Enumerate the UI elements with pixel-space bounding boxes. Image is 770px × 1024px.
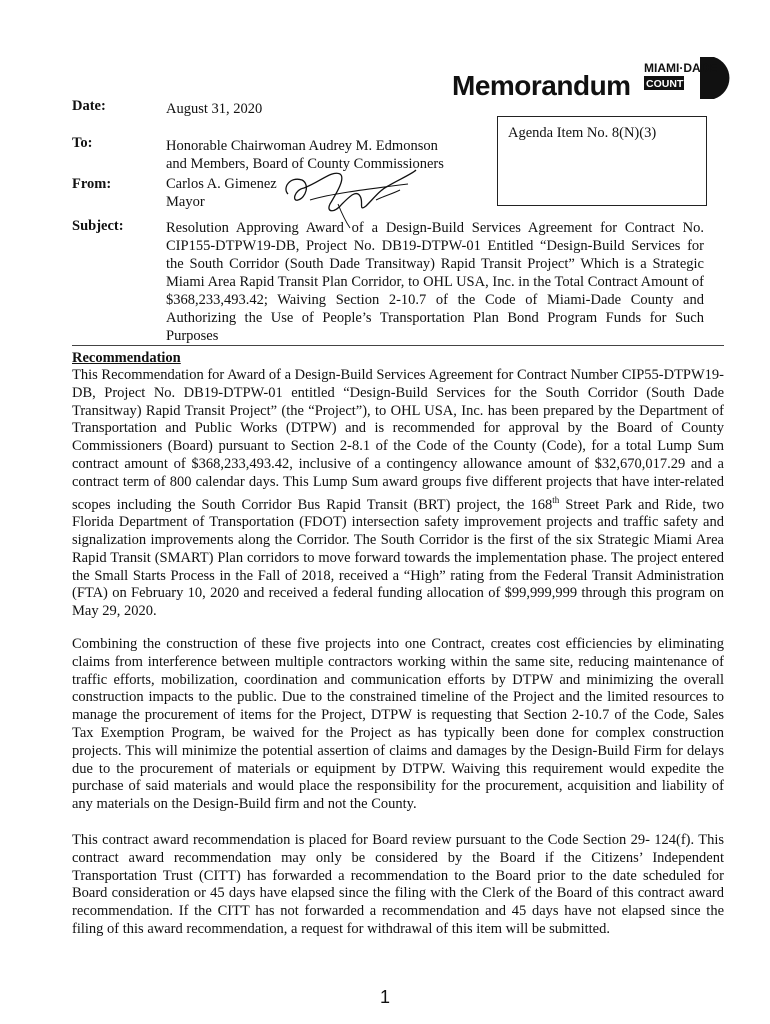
svg-text:MIAMI·DADE: MIAMI·DADE	[644, 61, 718, 75]
recommendation-paragraph-1	[72, 367, 724, 621]
from-value	[166, 175, 277, 211]
date-label: Date:	[72, 98, 106, 114]
page-number: 1	[379, 987, 390, 1007]
to-label: To:	[72, 135, 93, 151]
from-line-1: Carlos A. Gimenez	[166, 176, 277, 192]
paragraph-1-superscript: th	[552, 494, 560, 505]
memo-title: Memorandum	[452, 70, 631, 101]
paragraph-1-part-a: This Recommendation for Award of a Design-Build Services Agreement for Contract Number CIP55-DTPW19-DB, Project No. DB19-DTPW-01 entitled “Design-Build Services for the South Corridor (South Dade Transitway) Rapid Transit Project” (the “Project”), to OHL USA, Inc. has been prepared by the Department of Transportation and Public Works (DTPW) and is recommended for approval by the Board of County Commissioners (Board) pursuant to Section 2-8.1 of the Code of the County (Code), for a total Lump Sum contract amount of $368,233,493.42, inclusive of a contingency allowance amount of $32,670,017.29 and a contract term of 800 calendar days. This Lump Sum award groups five different projects that have inter-related scopes including the South Corridor Bus Rapid Transit (BRT) project, the 168	[72, 367, 724, 513]
from-line-2: Mayor	[166, 194, 205, 210]
subject-text: Resolution Approving Award of a Design-Build Services Agreement for Contract No. CIP155-DTPW19-DB, Project No. DB19-DTPW-01 Entitled “Design-Build Services for the South Corridor (South Dade Transitway) Rapid Transit Project” Which is a Strategic Miami Area Rapid Transit Plan Corridor, to OHL USA, Inc. in the Total Contract Amount of $368,233,493.42; Waiving Section 2-10.7 of the Code of Miami-Dade County and Authorizing the Use of People’s Transportation Plan Bond Program Funds for Such Purposes	[166, 220, 704, 344]
to-line-1: Honorable Chairwoman Audrey M. Edmonson	[166, 138, 438, 154]
recommendation-paragraph-2: Combining the construction of these five projects into one Contract, creates cost efficiencies by eliminating claims from interference between multiple contractors working within the same site, reducing maintenance of traffic efforts, mobilization, coordination and communication efforts by DTPW and minimizing the overall construction impacts to the public. Due to the constrained timeline of the Project and the limited resources to manage the procurement of items for the Project, DTPW is requesting that Section 2-10.7 of the Code, Sales Tax Exemption Program, be waived for the Project as has typically been done for complex construction projects. This will minimize the potential assertion of claims and damages by the Design-Build Firm for delays due to the procurement of materials or equipment by DTPW. Waiving this requirement would expedite the purchase of said materials and would place the responsibility for the procurement, acquisition and liability of any materials on the Design-Build firm and not the County.	[72, 636, 724, 813]
agenda-item-text: Agenda Item No. 8(N)(3)	[508, 125, 657, 141]
paragraph-1-part-b: Street Park and Ride, two Florida Department of Transportation (FDOT) intersection safety improvement projects and traffic safety and signalization improvements along the Corridor. The South Corridor is the first of the six Strategic Miami Area Rapid Transit (SMART) Plan corridors to move forward towards the implementation phase. The project entered the Small Starts Process in the Fall of 2018, received a “High” rating from the Federal Transit Administration (FTA) on February 10, 2020 and received a federal funding allocation of $99,999,999 through this program on May 29, 2020.	[72, 496, 724, 620]
svg-text:COUNTY: COUNTY	[646, 78, 691, 90]
date-value: August 31, 2020	[166, 101, 263, 117]
agenda-item-box	[497, 116, 707, 206]
recommendation-heading: Recommendation	[72, 350, 181, 366]
recommendation-paragraph-3: This contract award recommendation is placed for Board review pursuant to the Code Section 29- 124(f). This contract award recommendation may only be considered by the Board if the Citizens’ Independent Transportation Trust (CITT) has forwarded a recommendation to the Board prior to the date scheduled for Board consideration or 45 days have elapsed since the filing with the Clerk of the Board of this contract award recommendation. If the CITT has not forwarded a recommendation and 45 days have not elapsed since the filing of this award recommendation, a request for withdrawal of this item will be submitted.	[72, 832, 724, 937]
to-line-2: and Members, Board of County Commissioners	[166, 156, 444, 172]
subject-label: Subject:	[72, 218, 124, 234]
header-divider	[72, 345, 724, 346]
miami-dade-county-logo	[642, 55, 740, 101]
from-label: From:	[72, 176, 112, 192]
